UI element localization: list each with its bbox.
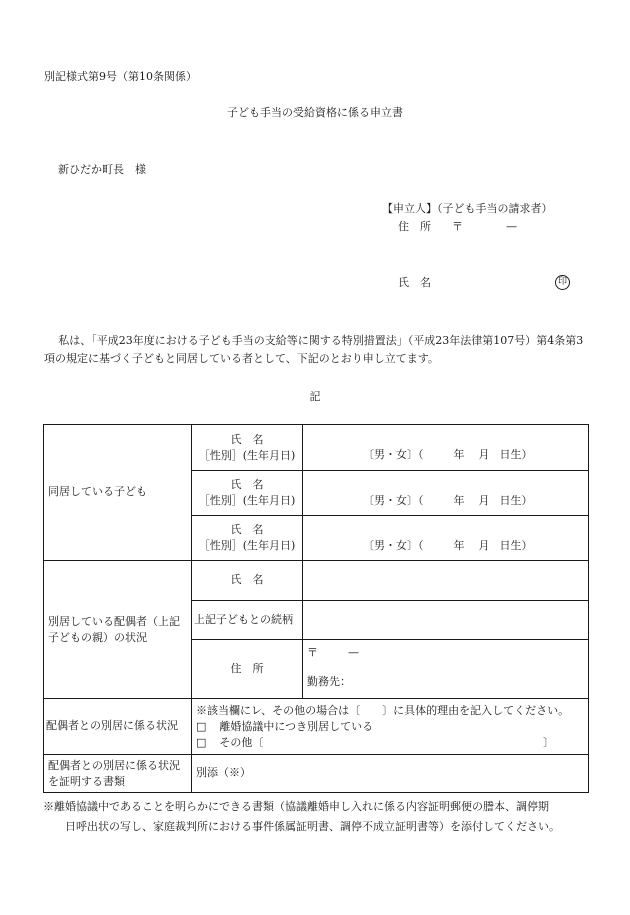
proof-document-row <box>44 755 589 793</box>
child-sex-birth-label: ［性別］(生年月日) <box>198 448 296 462</box>
separation-note: ※該当欄にレ、その他の場合は〔 〕に具体的理由を記入してください。 <box>196 703 570 717</box>
spouse-workplace-label: 勤務先： <box>307 674 351 688</box>
day-label: 日生） <box>499 538 533 552</box>
sex-choice: 〔男・女〕（ <box>363 448 424 462</box>
child-row <box>44 425 589 471</box>
form-number: 別記様式第9号（第10条関係） <box>44 70 197 83</box>
child-value-cell[interactable] <box>303 516 589 561</box>
checkbox-other[interactable]: □ <box>196 735 207 749</box>
separation-reason-row <box>44 699 589 755</box>
spouse-relation-field[interactable] <box>303 601 589 640</box>
year-label: 年 <box>453 448 465 462</box>
child-value-cell[interactable] <box>303 471 589 516</box>
month-label: 月 <box>478 538 490 552</box>
option-negotiating-label: 離婚協議中につき別居している <box>219 719 374 733</box>
option-other-close: 〕 <box>543 735 554 749</box>
child-sex-birth-label: ［性別］(生年月日) <box>198 539 296 552</box>
applicant-name-line <box>398 276 570 291</box>
day-label: 日生） <box>499 448 533 462</box>
month-label: 月 <box>478 493 490 507</box>
cohabiting-children-label: 同居している子ども <box>44 425 192 561</box>
year-label: 年 <box>453 538 465 552</box>
separation-reason-cell <box>192 699 589 755</box>
applicant-address-label: 住 所 <box>398 220 431 233</box>
child-label-cell <box>192 516 303 561</box>
spouse-address-label: 住 所 <box>192 640 303 699</box>
proof-document-label: 配偶者との別居に係る状況を証明する書類 <box>44 755 192 793</box>
separation-reason-label: 配偶者との別居に係る状況 <box>44 699 192 755</box>
applicant-heading: 【申立人】（子ども手当の請求者） <box>382 202 553 215</box>
footnote-line1: ※離婚協議中であることを明らかにできる書類（協議離婚申し入れに係る内容証明郵便の謄本、調停期 <box>43 800 549 813</box>
child-label-cell <box>192 471 303 516</box>
year-label: 年 <box>453 493 465 507</box>
footnote-line2: 日呼出状の写し、家庭裁判所における事件係属証明書、調停不成立証明書等）を添付してください。 <box>65 820 560 833</box>
child-name-label: 氏 名 <box>230 432 264 446</box>
ki-heading: 記 <box>309 390 321 403</box>
spouse-relation-label: 上記子どもとの続柄 <box>192 601 303 640</box>
addressee: 新ひだか町長 様 <box>58 163 146 176</box>
option-other-label: その他〔 <box>219 735 264 749</box>
spouse-postal-mark: 〒 <box>307 646 318 659</box>
document-title: 子ども手当の受給資格に係る申立書 <box>227 106 403 119</box>
sex-choice: 〔男・女〕（ <box>363 493 424 507</box>
spouse-name-field[interactable] <box>303 561 589 601</box>
applicant-address-line <box>398 220 517 235</box>
spouse-name-row <box>44 561 589 601</box>
applicant-name-label: 氏 名 <box>398 276 431 289</box>
spouse-name-label: 氏 名 <box>192 561 303 601</box>
sex-choice: 〔男・女〕（ <box>363 538 424 552</box>
application-table <box>43 424 589 793</box>
statement-text: 私は、「平成23年度における子ども手当の支給等に関する特別措置法」（平成23年法律第107号）第4条第3項の規定に基づく子どもと同居している者として、下記のとおり申し立てます。 <box>44 334 584 365</box>
option-negotiating[interactable] <box>196 719 584 735</box>
day-label: 日生） <box>499 493 533 507</box>
applicant-postal-mark: 〒 <box>452 220 463 233</box>
child-sex-birth-label: ［性別］(生年月日) <box>198 494 296 507</box>
month-label: 月 <box>478 448 490 462</box>
child-name-label: 氏 名 <box>230 478 264 491</box>
statement-paragraph <box>44 332 590 368</box>
proof-document-value: 別添（※） <box>192 755 589 793</box>
spouse-address-field[interactable] <box>303 640 589 699</box>
applicant-postal-dash: — <box>506 220 517 233</box>
spouse-status-label: 別居している配偶者（上記子どもの親）の状況 <box>44 561 192 699</box>
checkbox-negotiating[interactable]: □ <box>196 719 207 733</box>
footnote <box>43 797 591 837</box>
seal-mark: 印 <box>555 275 570 290</box>
child-label-cell <box>192 425 303 471</box>
child-name-label: 氏 名 <box>230 523 264 536</box>
option-other[interactable] <box>196 735 584 751</box>
spouse-postal-dash: — <box>348 646 359 659</box>
child-value-cell[interactable] <box>303 425 589 471</box>
